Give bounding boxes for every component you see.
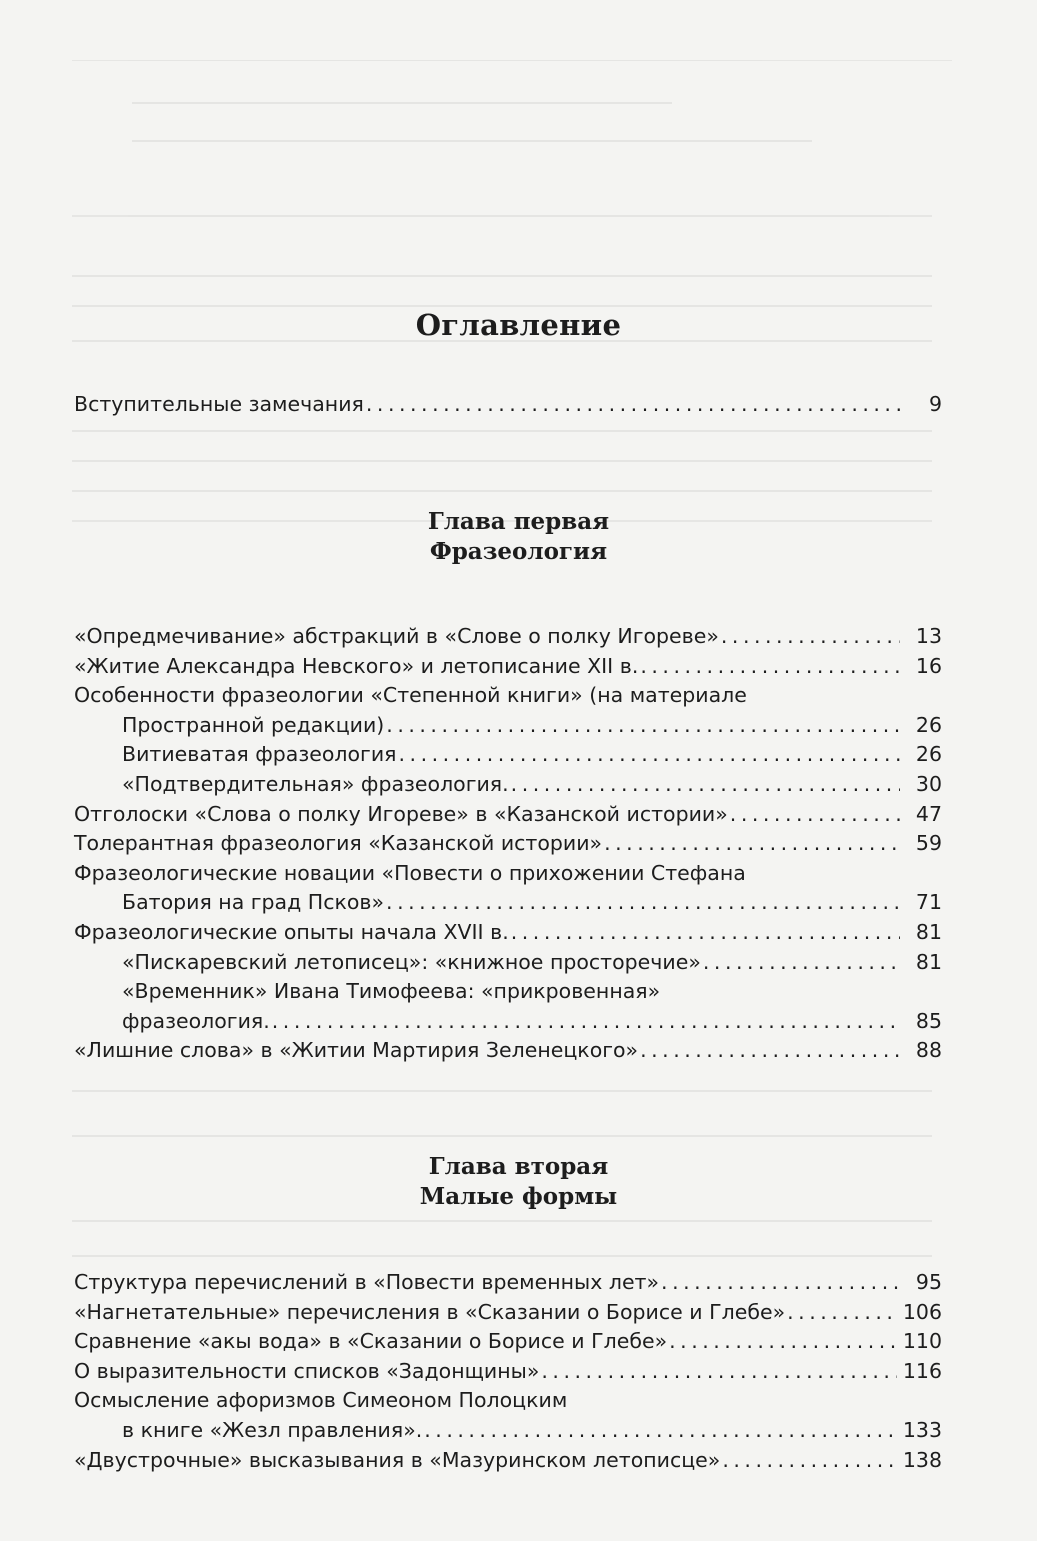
entry-title: «Житие Александра Невского» и летописание XII в. bbox=[74, 653, 639, 678]
toc-entry[interactable] bbox=[74, 622, 942, 652]
entry-page: 47 bbox=[915, 801, 942, 826]
leader-dots bbox=[386, 888, 900, 918]
entry-title: «Временник» Ивана Тимофеева: «прикровенная» bbox=[122, 979, 661, 1004]
entry-page: 88 bbox=[915, 1038, 942, 1063]
chapter-1-heading bbox=[0, 507, 1037, 567]
leader-dots bbox=[703, 948, 900, 978]
toc-entry[interactable] bbox=[74, 1327, 942, 1357]
leader-dots bbox=[640, 1036, 900, 1066]
chapter-1-entries bbox=[74, 622, 942, 1066]
leader-dots bbox=[272, 1007, 900, 1037]
entry-title: Пространной редакции) bbox=[122, 712, 385, 737]
toc-entry[interactable] bbox=[74, 770, 942, 800]
leader-dots bbox=[399, 740, 901, 770]
entry-page: 9 bbox=[928, 392, 942, 416]
toc-entry[interactable] bbox=[74, 652, 942, 682]
chapter-name: Фразеология bbox=[429, 538, 608, 565]
entry-page: 81 bbox=[915, 919, 942, 944]
entry-page: 26 bbox=[915, 742, 942, 767]
entry-page: 95 bbox=[915, 1270, 942, 1294]
entry-title: Вступительные замечания bbox=[74, 392, 364, 416]
leader-dots bbox=[366, 390, 900, 420]
toc-entry[interactable] bbox=[74, 1386, 942, 1416]
toc-entry[interactable] bbox=[74, 859, 942, 889]
toc-entry[interactable] bbox=[74, 918, 942, 948]
entry-title: Отголоски «Слова о полку Игореве» в «Казанской истории» bbox=[74, 801, 728, 826]
entry-page: 71 bbox=[915, 890, 942, 915]
leader-dots bbox=[669, 1327, 897, 1357]
entry-page: 26 bbox=[915, 712, 942, 737]
entry-title: Батория на град Псков» bbox=[122, 890, 385, 915]
toc-entry[interactable] bbox=[74, 1036, 942, 1066]
leader-dots bbox=[386, 711, 900, 741]
entry-title: Фразеологические опыты начала XVII в. bbox=[74, 919, 509, 944]
entry-page: 85 bbox=[915, 1008, 942, 1033]
entry-page: 110 bbox=[902, 1329, 942, 1354]
toc-heading: Оглавление bbox=[415, 308, 622, 342]
toc-entry[interactable] bbox=[74, 1007, 942, 1037]
entry-title: Толерантная фразеология «Казанской истории» bbox=[74, 831, 603, 856]
toc-entry[interactable] bbox=[74, 1298, 942, 1328]
toc-entry[interactable] bbox=[74, 1268, 942, 1298]
leader-dots bbox=[661, 1268, 900, 1298]
entry-title: «Пискаревский летописец»: «книжное просторечие» bbox=[122, 949, 701, 974]
leader-dots bbox=[722, 1446, 897, 1476]
leader-dots bbox=[424, 1416, 897, 1446]
toc-entry[interactable] bbox=[74, 948, 942, 978]
entry-page: 106 bbox=[902, 1299, 942, 1324]
entry-title: Структура перечислений в «Повести временных лет» bbox=[74, 1270, 660, 1294]
leader-dots bbox=[787, 1298, 897, 1328]
entry-page: 16 bbox=[915, 653, 942, 678]
toc-entry[interactable] bbox=[74, 888, 942, 918]
leader-dots bbox=[640, 652, 900, 682]
entry-page: 81 bbox=[915, 949, 942, 974]
chapter-number: Глава первая bbox=[427, 508, 610, 535]
entry-title: Особенности фразеологии «Степенной книги» (на материале bbox=[74, 683, 747, 708]
entry-title: Сравнение «акы вода» в «Сказании о Борисе и Глебе» bbox=[74, 1329, 668, 1354]
entry-title: «Подтвердительная» фразеология. bbox=[122, 771, 509, 796]
toc-entry[interactable] bbox=[74, 681, 942, 711]
entry-page: 116 bbox=[902, 1358, 942, 1383]
chapter-number: Глава вторая bbox=[428, 1153, 609, 1180]
leader-dots bbox=[511, 918, 900, 948]
chapter-2-entries bbox=[74, 1268, 942, 1475]
entry-title: в книге «Жезл правления». bbox=[122, 1417, 423, 1442]
leader-dots bbox=[721, 622, 900, 652]
toc-entry[interactable] bbox=[74, 800, 942, 830]
entry-title: Витиеватая фразеология bbox=[122, 742, 397, 767]
entry-page: 133 bbox=[902, 1417, 942, 1442]
leader-dots bbox=[604, 829, 900, 859]
intro-section bbox=[74, 390, 942, 420]
toc-entry[interactable] bbox=[74, 1357, 942, 1387]
entry-page: 30 bbox=[915, 771, 942, 796]
entry-title: Фразеологические новации «Повести о прихожении Стефана bbox=[74, 860, 746, 885]
entry-title: О выразительности списков «Задонщины» bbox=[74, 1358, 540, 1383]
entry-title: «Лишние слова» в «Житии Мартирия Зеленецкого» bbox=[74, 1038, 639, 1063]
toc-entry[interactable] bbox=[74, 829, 942, 859]
toc-entry[interactable] bbox=[74, 740, 942, 770]
toc-entry[interactable] bbox=[74, 711, 942, 741]
entry-title: «Опредмечивание» абстракций в «Слове о полку Игореве» bbox=[74, 624, 719, 648]
entry-title: «Нагнетательные» перечисления в «Сказании о Борисе и Глебе» bbox=[74, 1299, 786, 1324]
chapter-name: Малые формы bbox=[419, 1183, 618, 1210]
leader-dots bbox=[511, 770, 900, 800]
toc-entry[interactable] bbox=[74, 1446, 942, 1476]
entry-page: 59 bbox=[915, 831, 942, 856]
toc-entry[interactable] bbox=[74, 977, 942, 1007]
entry-title: фразеология. bbox=[122, 1008, 270, 1033]
entry-page: 13 bbox=[915, 624, 942, 648]
leader-dots bbox=[541, 1357, 896, 1387]
leader-dots bbox=[730, 800, 900, 830]
entry-page: 138 bbox=[902, 1447, 942, 1472]
chapter-2-heading bbox=[0, 1152, 1037, 1212]
entry-title: «Двустрочные» высказывания в «Мазуринском летописце» bbox=[74, 1447, 721, 1472]
toc-entry[interactable] bbox=[74, 1416, 942, 1446]
entry-title: Осмысление афоризмов Симеоном Полоцким bbox=[74, 1388, 568, 1413]
toc-entry-intro[interactable] bbox=[74, 390, 942, 420]
